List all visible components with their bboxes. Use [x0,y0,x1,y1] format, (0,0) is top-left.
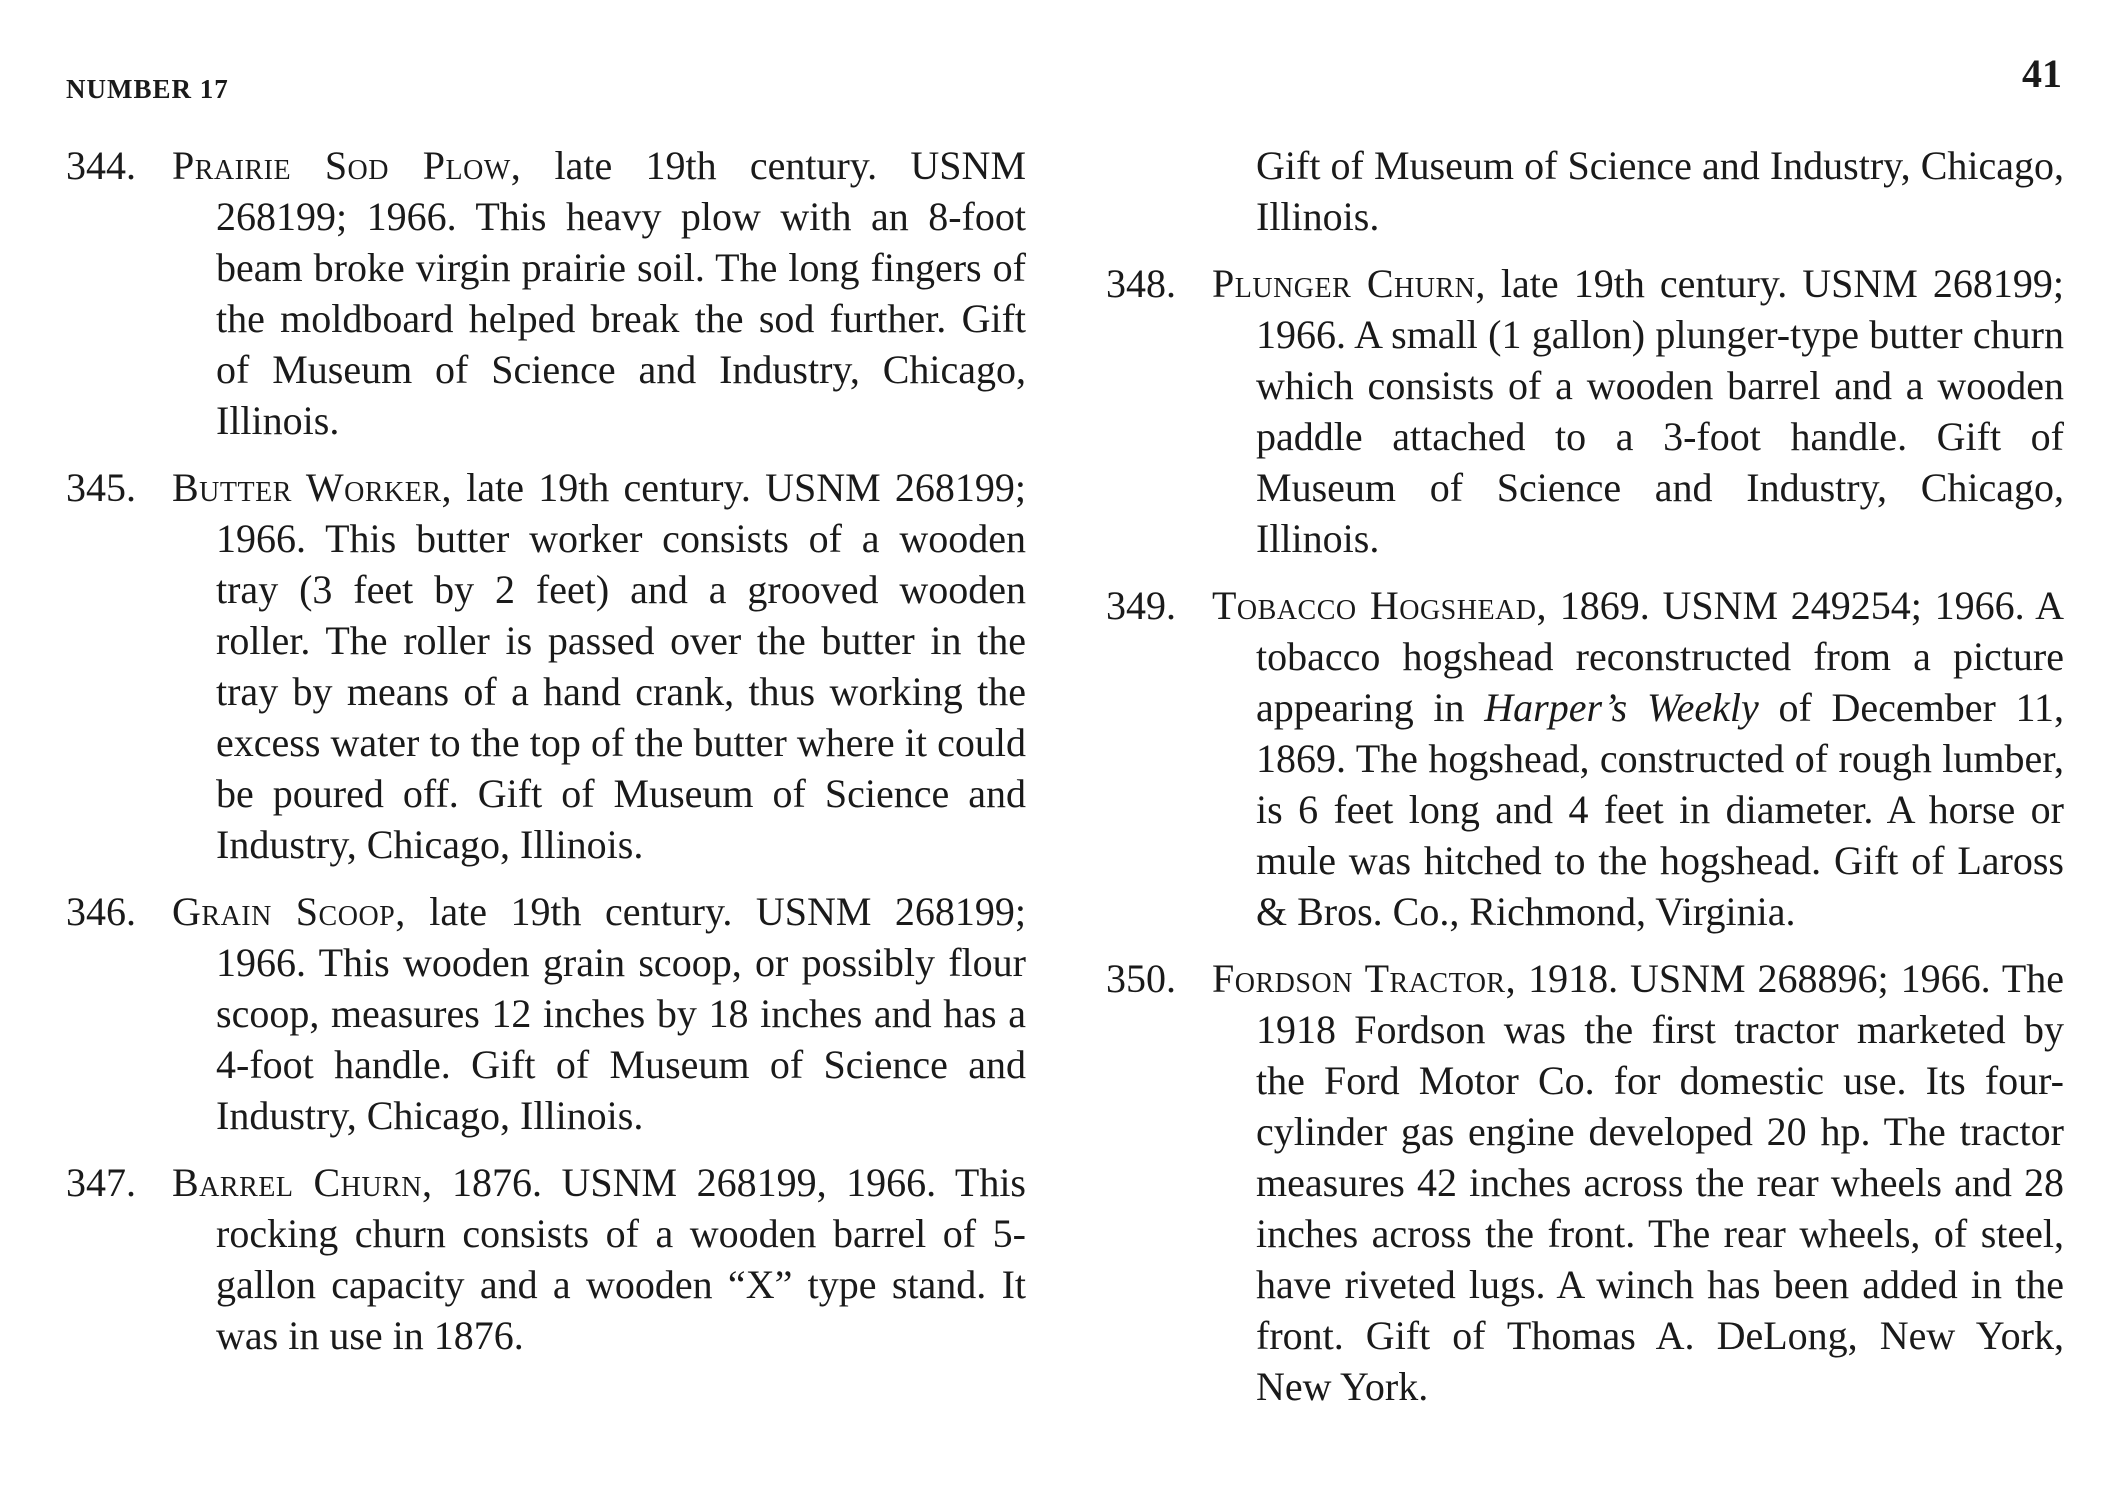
entry-title: Tobacco Hogshead, [1212,583,1548,628]
entry-number: 345. [66,465,136,510]
catalog-entry-347 [66,1157,1026,1361]
catalog-entry-346 [66,886,1026,1141]
entry-number: 344. [66,143,136,188]
entry-number: 347. [66,1160,136,1205]
entry-text: late 19th century. USNM 268199; 1966. This heavy plow with an 8-foot beam broke virgin prairie soil. The long fingers of the moldboard helped break the sod further. Gift of Museum of Science and Industry, Chicago, Illinois. [216,143,1027,443]
entry-text-after: of December 11, 1869. The hogshead, constructed of rough lumber, is 6 feet long and 4 feet in diameter. A horse or mule was hitched to the hogshead. Gift of Laross & Bros. Co., Richmond, Virginia. [1256,685,2065,934]
entry-title: Prairie Sod Plow, [172,143,522,188]
entry-text: late 19th century. USNM 268199; 1966. This wooden grain scoop, or possibly flour scoop, measures 12 inches by 18 inches and has a 4-foot handle. Gift of Museum of Science and Industry, Chicago, Illinois. [216,889,1027,1138]
catalog-entry-348 [1106,258,2064,564]
entry-title: Plunger Churn, [1212,261,1486,306]
running-head: NUMBER 17 [66,74,229,104]
page-number: 41 [2022,51,2062,96]
entry-number: 350. [1106,956,1176,1001]
entry-number: 349. [1106,583,1176,628]
continued-text: Gift of Museum of Science and Industry, Chicago, Illinois. [1256,143,2064,239]
catalog-entry-345 [66,462,1026,870]
entry-text-before: 1869. USNM 249254; 1966. A tobacco hogshead reconstructed from a picture appearing in [1256,583,2064,730]
entry-text: 1918. USNM 268896; 1966. The 1918 Fordson was the first tractor marketed by the Ford Motor Co. for domestic use. Its four-cylinder gas engine developed 20 hp. The tractor measures 42 inches across the rear wheels and 28 inches across the front. The rear wheels, of steel, have riveted lugs. A winch has been added in the front. Gift of Thomas A. DeLong, New York, New York. [1256,956,2065,1409]
periodical-title: Harper’s Weekly [1484,685,1759,730]
entry-title: Barrel Churn, [172,1160,433,1205]
right-column [1106,140,2064,1428]
entry-text: late 19th century. USNM 268199; 1966. A small (1 gallon) plunger-type butter churn which consists of a wooden barrel and a wooden paddle attached to a 3-foot handle. Gift of Museum of Science and Industry, Chicago, Illinois. [1256,261,2065,561]
entry-text: 1876. USNM 268199, 1966. This rocking churn consists of a wooden barrel of 5-gallon capacity and a wooden “X” type stand. It was in use in 1876. [216,1160,1026,1358]
entry-title: Butter Worker, [172,465,453,510]
entry-title: Fordson Tractor, [1212,956,1517,1001]
entry-number: 346. [66,889,136,934]
entry-title: Grain Scoop, [172,889,406,934]
catalog-entry-344 [66,140,1026,446]
left-column [66,140,1026,1377]
entry-text: late 19th century. USNM 268199; 1966. This butter worker consists of a wooden tray (3 feet by 2 feet) and a grooved wooden roller. The roller is passed over the butter in the tray by means of a hand crank, thus working the excess water to the top of the butter where it could be poured off. Gift of Museum of Science and Industry, Chicago, Illinois. [216,465,1026,867]
entry-number: 348. [1106,261,1176,306]
catalog-entry-350 [1106,953,2064,1412]
catalog-entry-349 [1106,580,2064,937]
